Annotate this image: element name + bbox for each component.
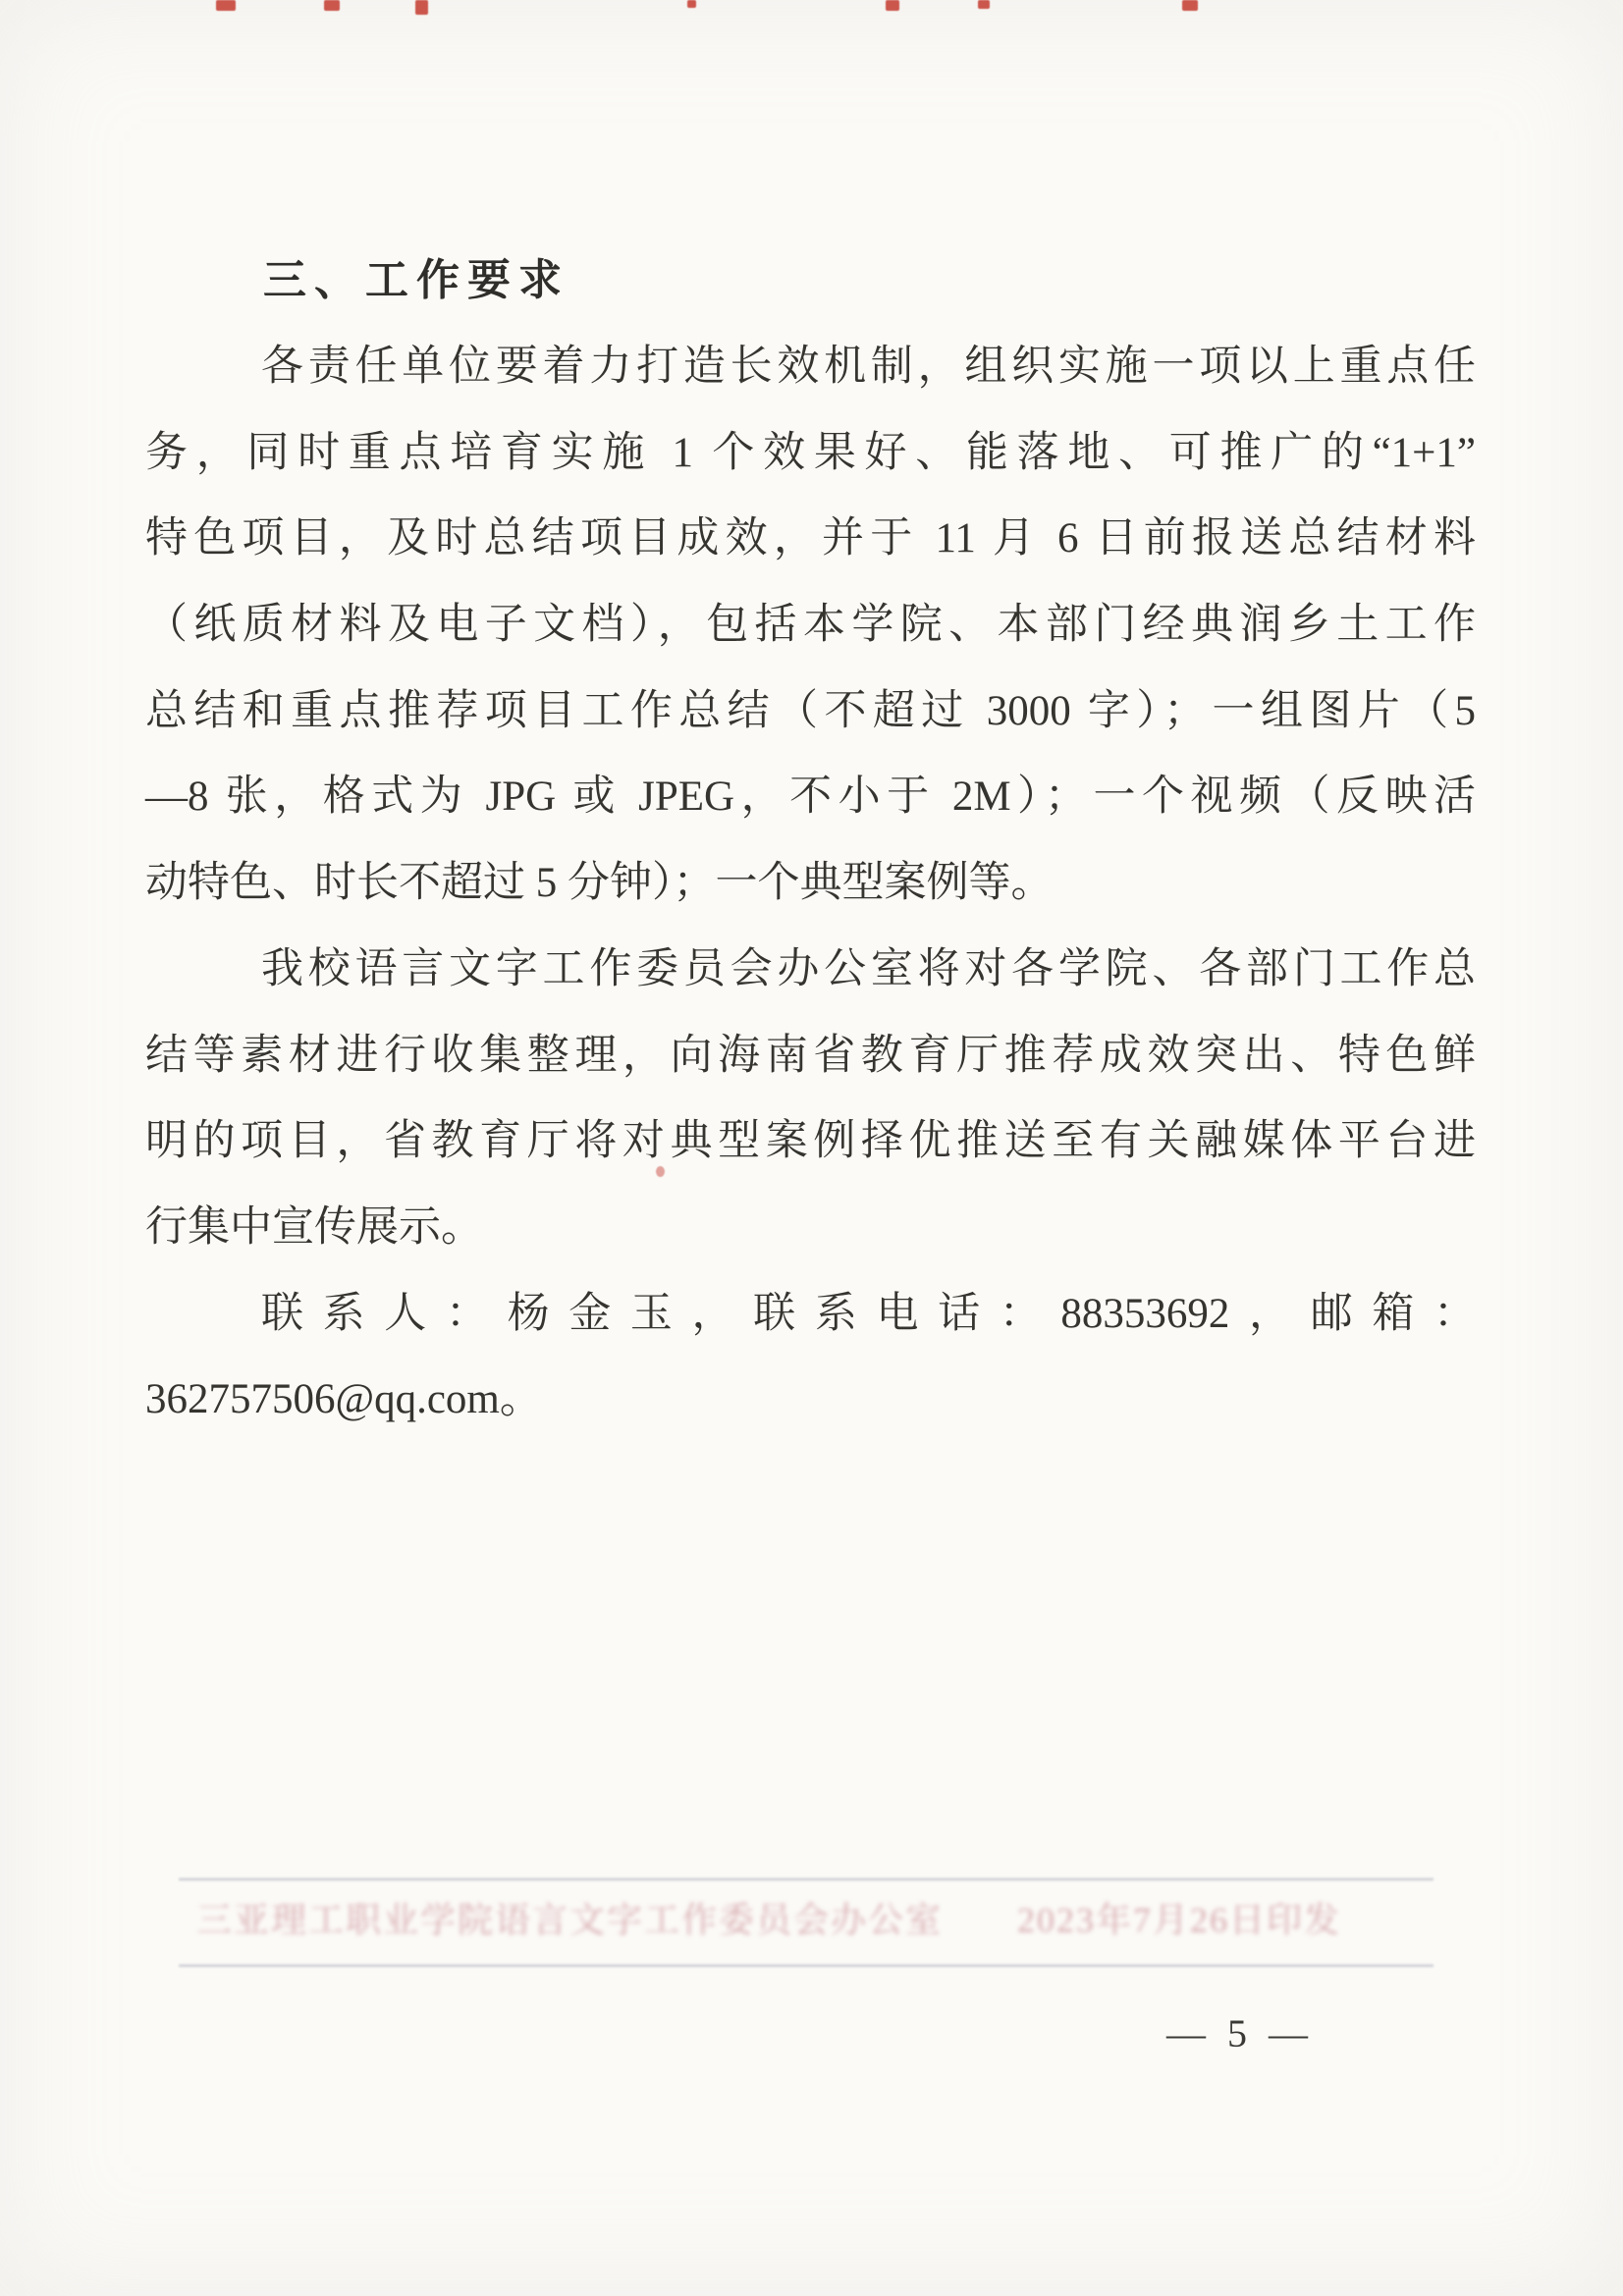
document-line: 动特色、时长不超过 5 分钟）；一个典型案例等。 (145, 860, 1054, 907)
document-line: （纸质材料及电子文档），包括本学院、本部门经典润乡土工作 (145, 602, 1476, 649)
scan-artifact (886, 0, 899, 11)
document-line: 联系人：杨金玉，联系电话：88353692，邮箱： (261, 1290, 1476, 1337)
document-line: 我校语言文字工作委员会办公室将对各学院、各部门工作总 (261, 945, 1476, 992)
bleed-through-imprint-text: 三亚理工职业学院语言文字工作委员会办公室 2023年7月26日印发 (196, 1900, 1342, 1940)
document-line: 362757506@qq.com。 (145, 1376, 542, 1423)
bleed-through-rule-top (179, 1878, 1434, 1881)
page-number: — 5 — (1166, 2011, 1314, 2056)
document-line: 特色项目，及时总结项目成效，并于 11 月 6 日前报送总结材料 (145, 515, 1476, 562)
scan-artifact (415, 0, 428, 15)
document-line: 务，同时重点培育实施 1 个效果好、能落地、可推广的“1+1” (145, 429, 1476, 476)
document-line: —8 张，格式为 JPG 或 JPEG，不小于 2M）；一个视频（反映活 (145, 774, 1476, 821)
section-heading: 三、工作要求 (263, 256, 569, 304)
scan-artifact (687, 0, 696, 8)
document-line: 行集中宣传展示。 (145, 1203, 483, 1251)
document-body (145, 238, 1476, 1443)
scan-artifact (1182, 0, 1198, 11)
document-line: 各责任单位要着力打造长效机制，组织实施一项以上重点任 (261, 344, 1476, 390)
scan-artifact (324, 0, 340, 11)
document-line: 结等素材进行收集整理，向海南省教育厅推荐成效突出、特色鲜 (145, 1032, 1476, 1079)
scan-artifact (216, 0, 236, 11)
document-paragraphs (145, 324, 1476, 1443)
bleed-through-rule-bottom (179, 1964, 1434, 1967)
document-line: 明的项目，省教育厅将对典型案例择优推送至有关融媒体平台进 (145, 1118, 1476, 1165)
scan-artifact (978, 0, 990, 9)
document-line: 总结和重点推荐项目工作总结（不超过 3000 字）；一组图片（5 (145, 687, 1476, 734)
